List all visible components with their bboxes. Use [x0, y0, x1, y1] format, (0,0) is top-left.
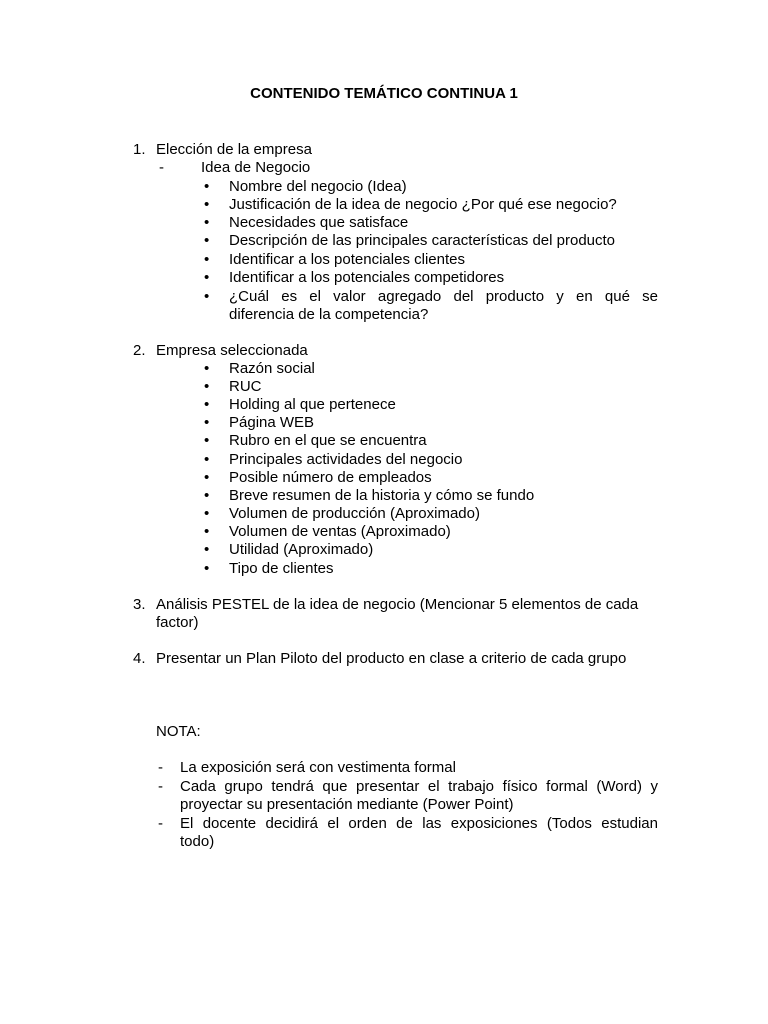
bullet-marker: •	[204, 178, 210, 195]
section-1-heading: Elección de la empresa	[156, 141, 312, 158]
bullet-marker: •	[204, 288, 210, 305]
list-item: Página WEB	[229, 414, 315, 431]
bullet-marker: •	[204, 469, 210, 486]
section-3-number: 3.	[133, 596, 146, 613]
document-title: CONTENIDO TEMÁTICO CONTINUA 1	[250, 85, 518, 102]
bullet-marker: •	[204, 214, 210, 231]
list-item: Razón social	[229, 360, 315, 377]
list-item: ¿Cuál es el valor agregado del producto y en qué se	[229, 288, 658, 305]
list-item: Necesidades que satisface	[229, 214, 409, 231]
section-1-subheading: Idea de Negocio	[201, 159, 311, 176]
nota-heading: NOTA:	[156, 723, 201, 740]
list-item: Descripción de las principales características del producto	[229, 232, 616, 249]
list-item: Identificar a los potenciales clientes	[229, 251, 465, 268]
list-item: Volumen de producción (Aproximado)	[229, 505, 480, 522]
nota-marker: -	[158, 759, 163, 776]
list-item: Nombre del negocio (Idea)	[229, 178, 407, 195]
section-2-heading: Empresa seleccionada	[156, 342, 308, 359]
bullet-marker: •	[204, 505, 210, 522]
nota-item: El docente decidirá el orden de las exposiciones (Todos estudian	[180, 815, 658, 832]
section-2-number: 2.	[133, 342, 146, 359]
bullet-marker: •	[204, 269, 210, 286]
list-item: Volumen de ventas (Aproximado)	[229, 523, 451, 540]
list-item: Principales actividades del negocio	[229, 451, 463, 468]
list-item: Justificación de la idea de negocio ¿Por qué ese negocio?	[229, 196, 617, 213]
bullet-marker: •	[204, 487, 210, 504]
section-4-number: 4.	[133, 650, 146, 667]
bullet-marker: •	[204, 196, 210, 213]
list-item: Posible número de empleados	[229, 469, 432, 486]
bullet-marker: •	[204, 414, 210, 431]
bullet-marker: •	[204, 541, 210, 558]
bullet-marker: •	[204, 232, 210, 249]
section-3-text: Análisis PESTEL de la idea de negocio (Mencionar 5 elementos de cada	[156, 596, 639, 613]
list-item: Holding al que pertenece	[229, 396, 396, 413]
list-item-continuation: diferencia de la competencia?	[229, 306, 429, 323]
list-item: Breve resumen de la historia y cómo se fundo	[229, 487, 535, 504]
section-1-sub-marker: -	[159, 159, 164, 176]
bullet-marker: •	[204, 396, 210, 413]
bullet-marker: •	[204, 560, 210, 577]
nota-item-continuation: proyectar su presentación mediante (Power Point)	[180, 796, 514, 813]
nota-item: Cada grupo tendrá que presentar el trabajo físico formal (Word) y	[180, 778, 658, 795]
list-item: Rubro en el que se encuentra	[229, 432, 427, 449]
list-item: Tipo de clientes	[229, 560, 334, 577]
section-3-text-continuation: factor)	[156, 614, 199, 631]
list-item: RUC	[229, 378, 262, 395]
nota-item: La exposición será con vestimenta formal	[180, 759, 456, 776]
list-item: Identificar a los potenciales competidores	[229, 269, 505, 286]
bullet-marker: •	[204, 251, 210, 268]
bullet-marker: •	[204, 523, 210, 540]
bullet-marker: •	[204, 360, 210, 377]
bullet-marker: •	[204, 432, 210, 449]
nota-marker: -	[158, 815, 163, 832]
nota-item-continuation: todo)	[180, 833, 215, 850]
nota-marker: -	[158, 778, 163, 795]
bullet-marker: •	[204, 378, 210, 395]
bullet-marker: •	[204, 451, 210, 468]
list-item: Utilidad (Aproximado)	[229, 541, 374, 558]
section-1-number: 1.	[133, 141, 146, 158]
section-4-text: Presentar un Plan Piloto del producto en clase a criterio de cada grupo	[156, 650, 627, 667]
